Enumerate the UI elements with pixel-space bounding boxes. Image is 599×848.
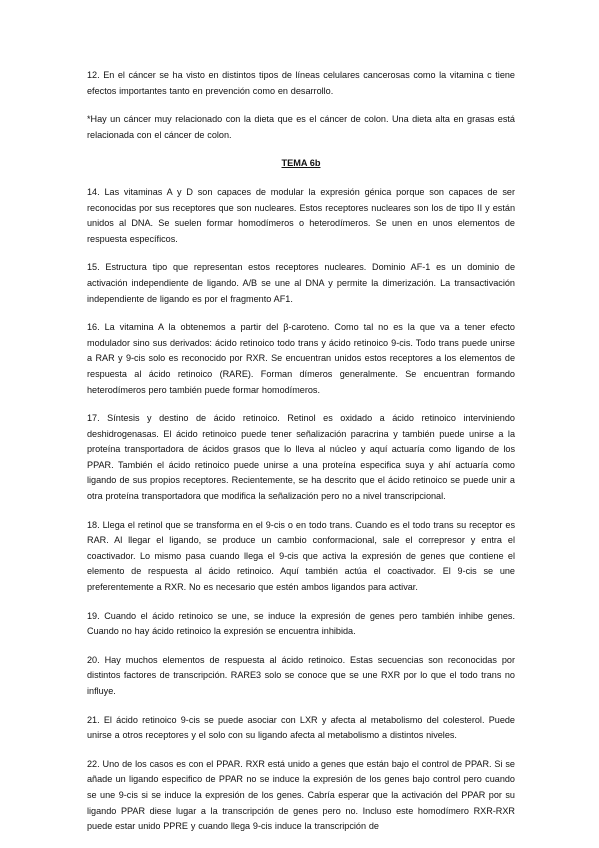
paragraph-note-colon-cancer: *Hay un cáncer muy relacionado con la dieta que es el cáncer de colon. Una dieta alta en grasas está relacionada con el cáncer de colon.: [87, 114, 515, 140]
paragraph-22: 22. Uno de los casos es con el PPAR. RXR está unido a genes que están bajo el control de PPAR. Si se añade un ligando especifico de PPAR no se induce la expresión de los genes bajo control pero cuando se une 9-cis si se induce la expresión de los genes. Cabría esperar que la activación del PPAR por su ligando PPAR diese lugar a la transcripción de genes pero no. Incluso este homodímero RXR-RXR puede estar unido PPRE y cuando llega 9-cis induce la transcripción de: [87, 758, 515, 832]
document-body: [87, 68, 515, 848]
paragraph-17: 17. Síntesis y destino de ácido retinoico. Retinol es oxidado a ácido retinoico interviniendo deshidrogenasas. El ácido retinoico puede tener señalización paracrina y también puede unirse a la proteína transportadora de ácidos grasos que lo lleva al núcleo y aquí actuaría como ligando de los PPAR. También el ácido retinoico puede unirse a una proteína especifica suya y ahí actuaría como ligando de sus propios receptores. Recientemente, se ha descrito que el ácido retinoico se puede unir a otra proteína transportadora que modifica la señalización pero no a nivel transcripcional.: [87, 413, 515, 502]
paragraph-21: 21. El ácido retinoico 9-cis se puede asociar con LXR y afecta al metabolismo del colesterol. Puede unirse a otros receptores y el solo con su ligando afecta al metabolismo a distintos niveles.: [87, 714, 515, 741]
paragraph-20: 20. Hay muchos elementos de respuesta al ácido retinoico. Estas secuencias son reconocidas por distintos factores de transcripción. RARE3 solo se conoce que se une RXR por lo que el todo trans no influye.: [87, 654, 515, 696]
paragraph-14: 14. Las vitaminas A y D son capaces de modular la expresión génica porque son capaces de ser reconocidas por sus receptores que son nucleares. Estos receptores nucleares son los de tipo II y están unidos al DNA. Se suelen formar homodímeros o heterodímeros. Se unen en unos elementos de respuesta específicos.: [87, 186, 515, 244]
paragraph-19: 19. Cuando el ácido retinoico se une, se induce la expresión de genes pero también inhibe genes. Cuando no hay ácido retinoico la expresión se encuentra inhibida.: [87, 610, 515, 637]
paragraph-18: 18. Llega el retinol que se transforma en el 9-cis o en todo trans. Cuando es el todo trans su receptor es RAR. Al llegar el ligando, se produce un cambio conformacional, sale el correpresor y entra el coactivador. Lo mismo pasa cuando llega el 9-cis que activa la expresión de genes que contiene el elemento de respuesta al ácido retinoico. Aquí también actúa el coactivador. El 9-cis se une preferentemente a RXR. No es necesario que estén ambos ligandos para activar.: [87, 519, 515, 593]
section-heading: TEMA 6b: [281, 158, 321, 169]
paragraph-16: 16. La vitamina A la obtenemos a partir del β-caroteno. Como tal no es la que va a tener efecto modulador sino sus derivados: ácido retinoico todo trans y ácido retinoico 9-cis. Todo trans puede unirse a RAR y 9-cis solo es reconocido por RXR. Se encuentran unidos estos receptores a los elementos de respuesta al ácido retinoico (RARE). Forman dímeros generalmente. Se encuentran formando heterodímeros pero también puede formar homodímeros.: [87, 322, 515, 395]
paragraph-15: 15. Estructura tipo que representan estos receptores nucleares. Dominio AF-1 es un dominio de activación independiente de ligando. A/B se une al DNA y permite la dimerización. La transactivación independiente de ligando es por el fragmento AF1.: [87, 262, 515, 304]
paragraph-12: 12. En el cáncer se ha visto en distintos tipos de líneas celulares cancerosas como la vitamina c tiene efectos importantes tanto en prevención como en desarrollo.: [87, 70, 515, 96]
